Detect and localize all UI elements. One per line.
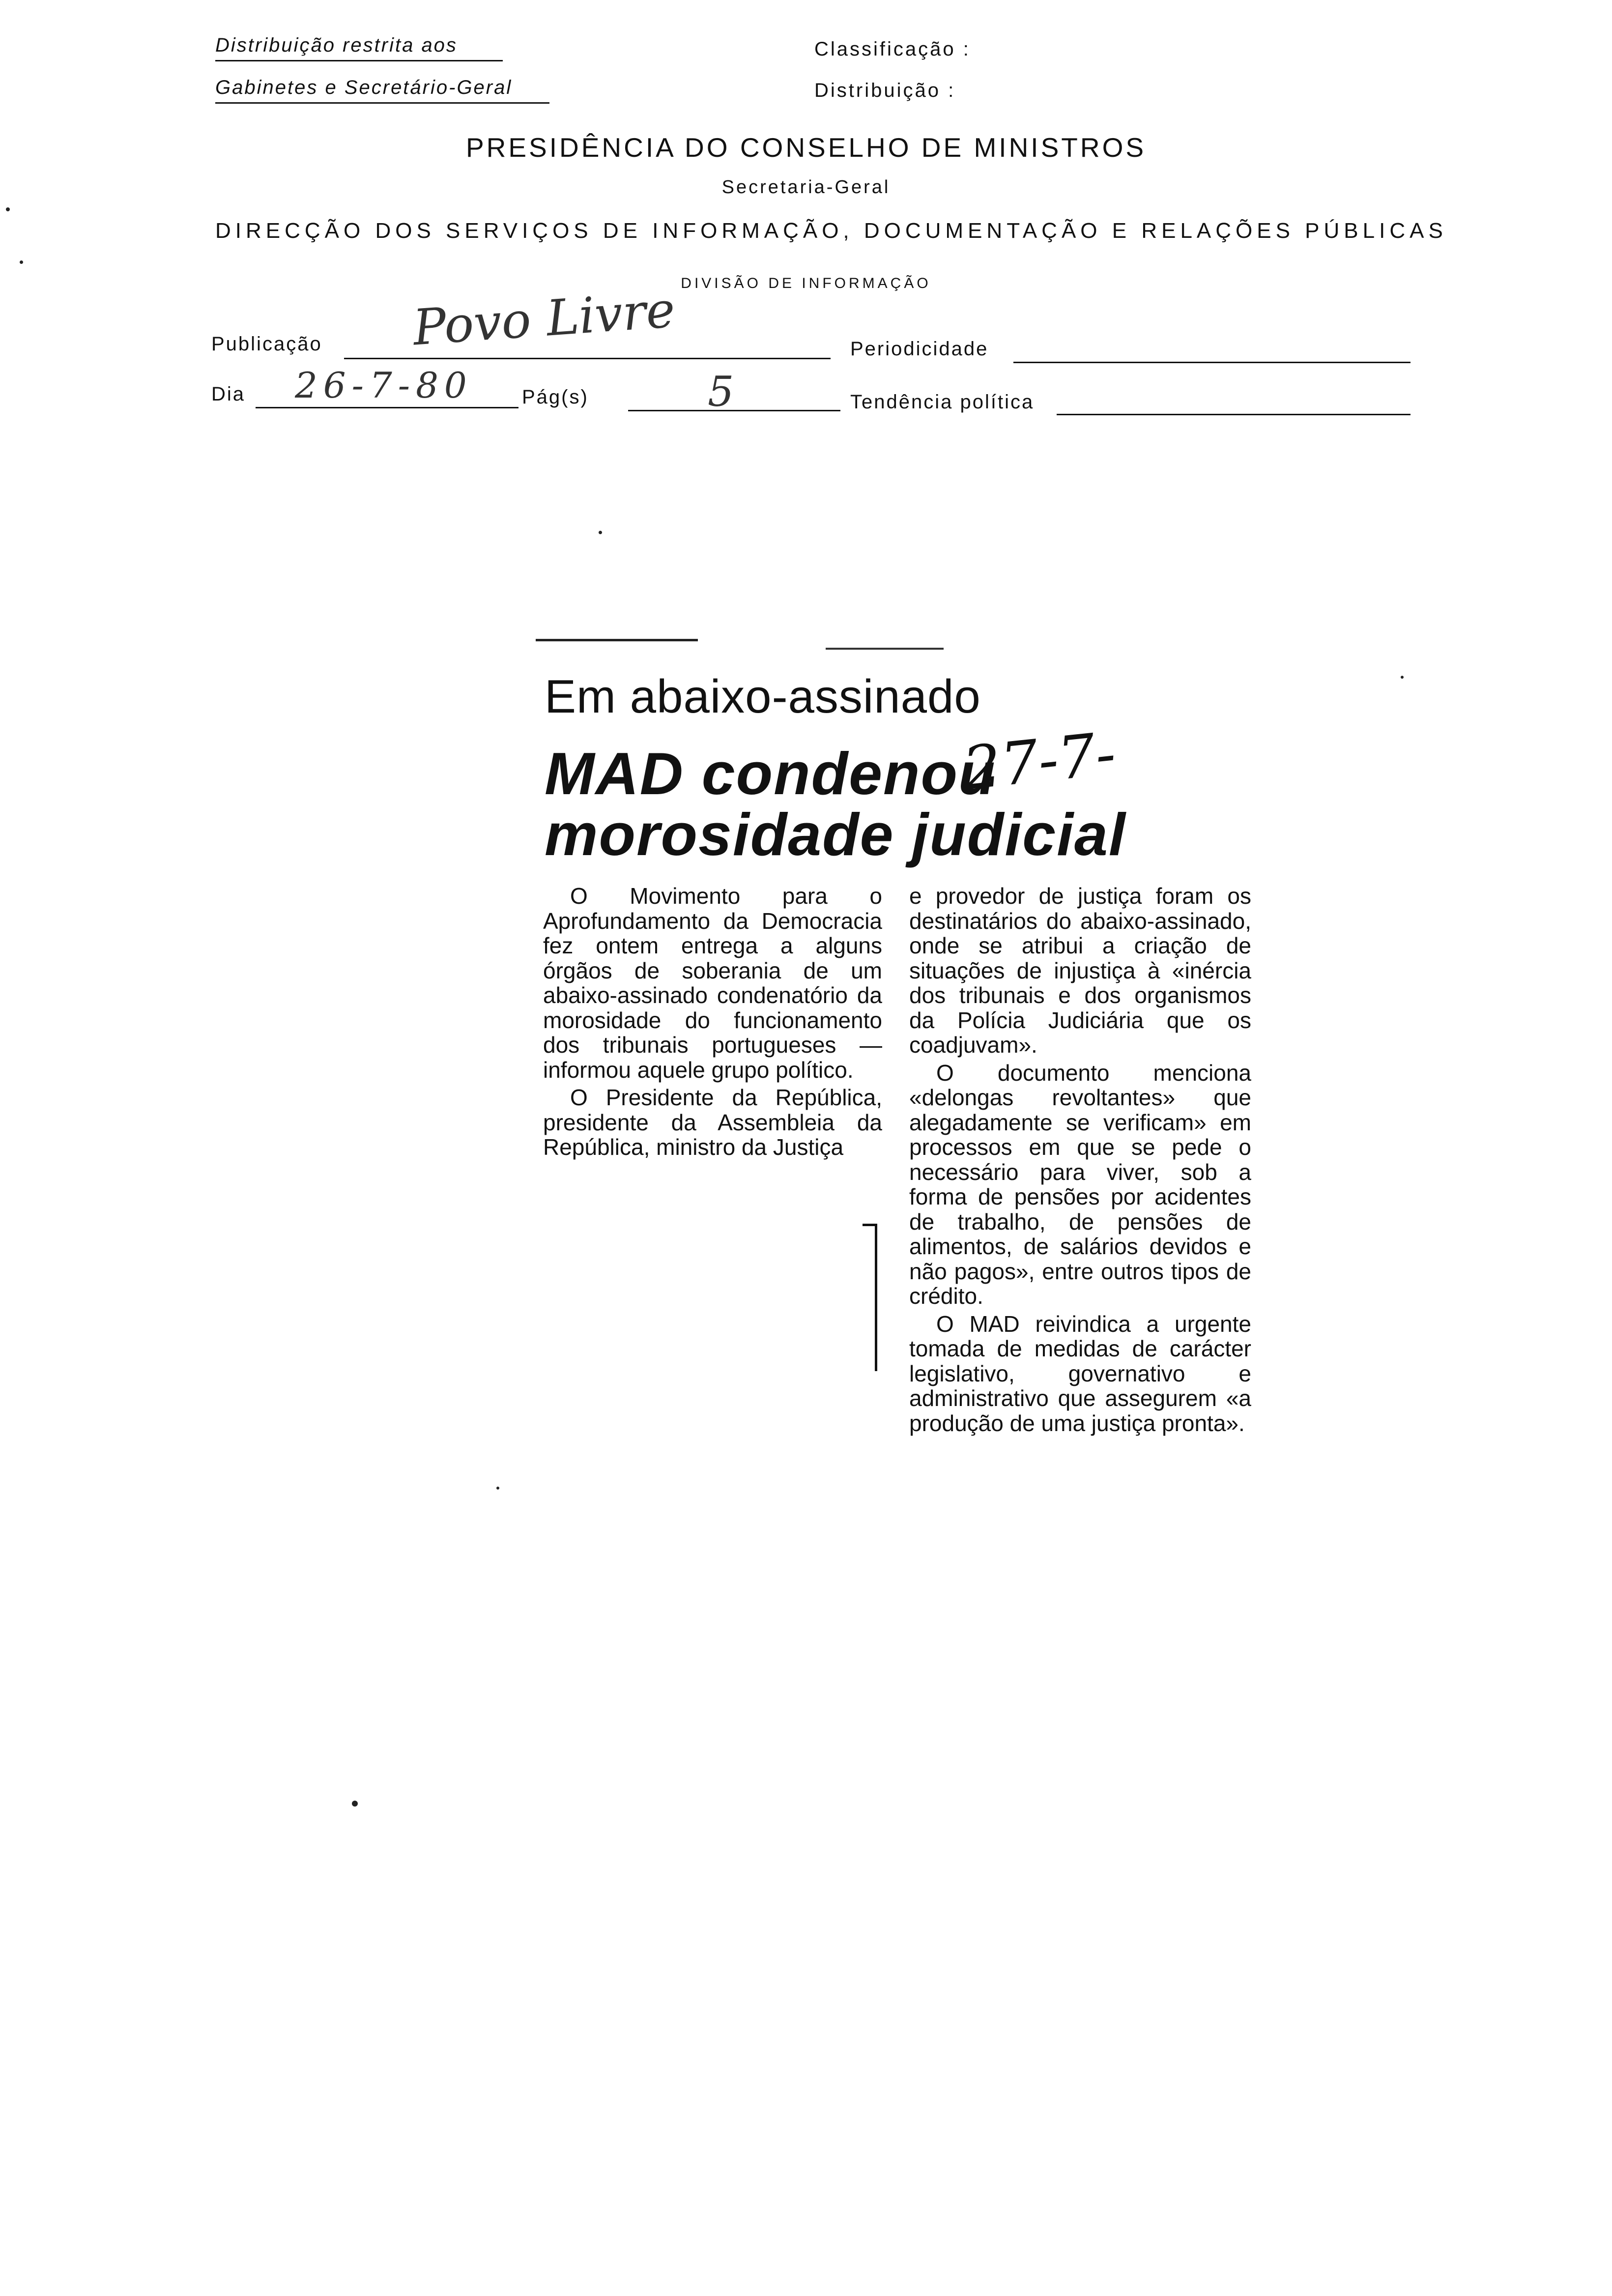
- article-paragraph: O MAD reivindica a urgente tomada de medidas de carácter legislativo, governativo e administrativo que assegurem «a produção de uma justiça pronta».: [909, 1311, 1251, 1436]
- article-paragraph: O documento menciona «delongas revoltantes» que alegadamente se verificam» em processos em que se pede o necessário para viver, sob a forma de pensões por acidentes de trabalho, de pensões de alimentos, de salários devidos e não pagos», entre outros tipos de crédito.: [909, 1060, 1251, 1309]
- article-kicker: Em abaixo-assinado: [545, 670, 981, 723]
- day-value: 26-7-80: [295, 365, 473, 406]
- publication-label: Publicação: [211, 333, 322, 355]
- divider: [215, 102, 549, 104]
- article-column-left: [543, 884, 882, 1160]
- periodicity-label: Periodicidade: [850, 338, 989, 360]
- publication-value: Povo Livre: [411, 281, 677, 357]
- day-label: Dia: [211, 383, 246, 405]
- article-paragraph: O Movimento para o Aprofundamento da Democracia fez ontem entrega a alguns órgãos de soberania de um abaixo-assinado condenatório da morosidade do funcionamento dos tribunais portugueses — informou aquele grupo político.: [543, 883, 882, 1083]
- classification-label: Classificação :: [814, 38, 971, 60]
- scan-speck: [599, 531, 602, 534]
- column-separator-mark: [875, 1224, 877, 1371]
- political-tendency-field-line: [1057, 414, 1410, 415]
- distribution-label: Distribuição :: [814, 80, 956, 101]
- scan-speck: [1401, 676, 1404, 679]
- restricted-distribution-line-1: Distribuição restrita aos: [215, 34, 458, 56]
- division-title: DIVISÃO DE INFORMAÇÃO: [681, 275, 931, 291]
- article-paragraph: e provedor de justiça foram os destinatários do abaixo-assinado, onde se atribui a criação de situações de injustiça à «inércia dos tribunais e dos organismos da Polícia Judiciária que os coadjuvam».: [909, 883, 1251, 1058]
- article-paragraph: O Presidente da República, presidente da Assembleia da República, ministro da Justiça: [543, 1085, 882, 1160]
- political-tendency-label: Tendência política: [850, 391, 1035, 413]
- article-column-right: [909, 884, 1251, 1435]
- secretariat-subtitle: Secretaria-Geral: [721, 177, 891, 198]
- publication-field-line: [344, 358, 831, 359]
- article-headline-line-1: MAD condenou: [545, 740, 996, 807]
- handwritten-date-annotation: 27-7-: [960, 719, 1119, 804]
- clipping-top-rule-left: [536, 639, 698, 641]
- scan-speck: [20, 260, 23, 264]
- pages-label: Pág(s): [522, 386, 589, 408]
- scan-speck: [496, 1487, 499, 1490]
- pages-value: 5: [708, 368, 734, 416]
- pages-field-line: [628, 410, 840, 411]
- scan-speck: [6, 207, 10, 211]
- presidency-title: PRESIDÊNCIA DO CONSELHO DE MINISTROS: [465, 132, 1147, 163]
- clipping-top-rule-right: [826, 648, 944, 650]
- day-field-line: [256, 407, 518, 408]
- restricted-distribution-line-2: Gabinetes e Secretário-Geral: [215, 77, 513, 98]
- divider: [215, 60, 503, 61]
- directorate-title: DIRECÇÃO DOS SERVIÇOS DE INFORMAÇÃO, DOCUMENTAÇÃO E RELAÇÕES PÚBLICAS: [215, 219, 1447, 243]
- column-separator-tick: [863, 1224, 877, 1226]
- article-headline-line-2: morosidade judicial: [545, 801, 1126, 868]
- periodicity-field-line: [1013, 362, 1410, 363]
- scan-speck: [352, 1801, 358, 1807]
